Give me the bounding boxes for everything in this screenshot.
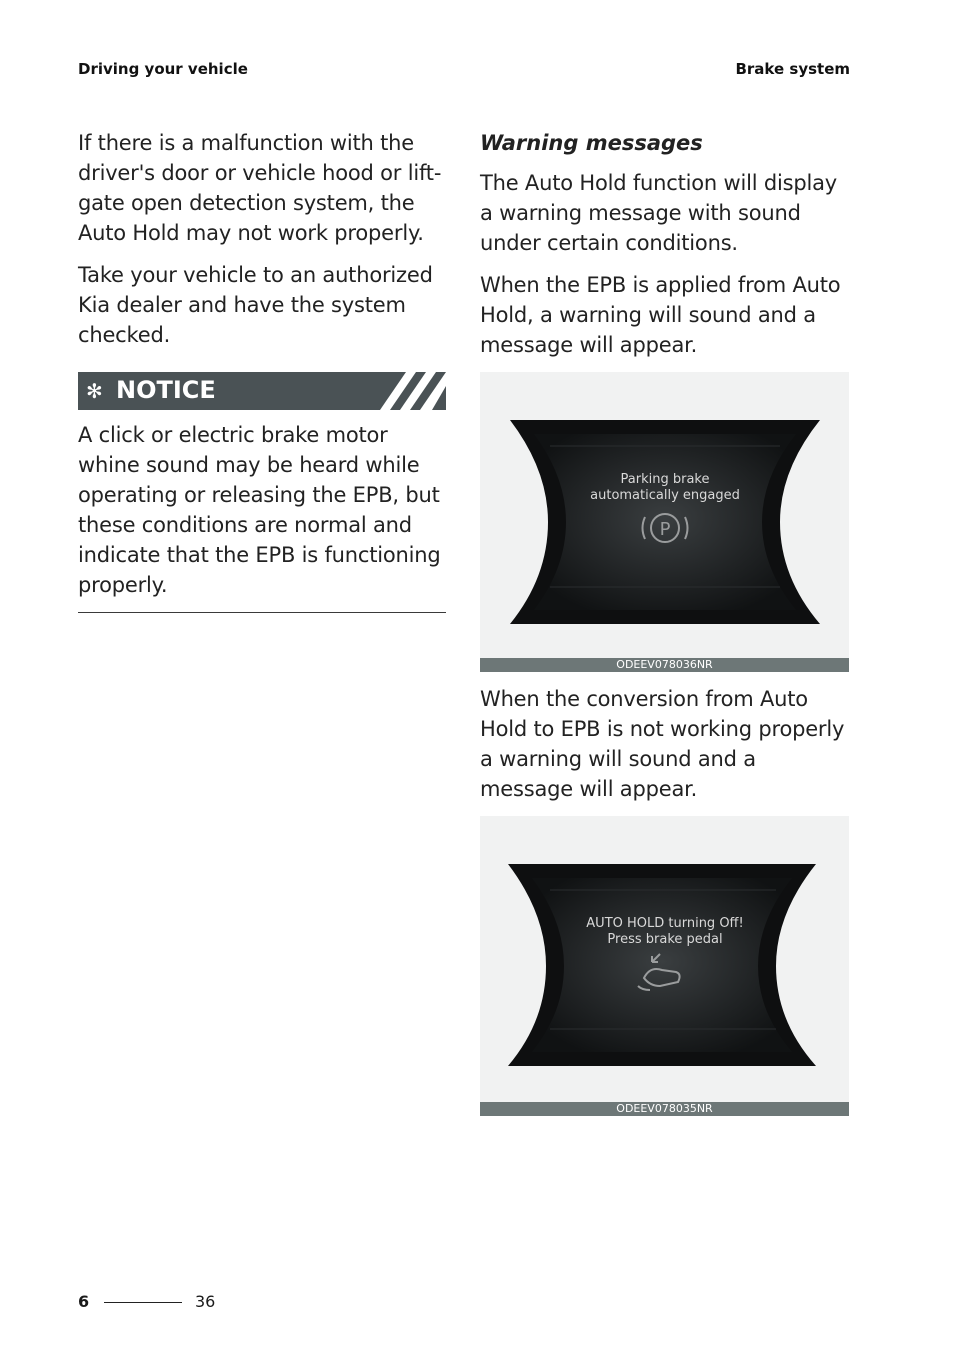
cluster-display [480, 372, 849, 672]
cluster-figure-parking-brake [480, 372, 849, 672]
paragraph: When the EPB is applied from Auto Hold, a warning will sound and a message will appear. [480, 273, 841, 357]
cluster-message-line2: Press brake pedal [607, 932, 723, 947]
footer-divider [104, 1302, 182, 1303]
notice-text: A click or electric brake motor whine sound may be heard while operating or releasing the EPB, but these conditions are normal and indicate that the EPB is functioning properly. [78, 423, 441, 597]
paragraph: The Auto Hold function will display a warning message with sound under certain conditions. [480, 171, 838, 255]
running-header-right: Brake system [735, 60, 850, 78]
notice-banner [78, 372, 446, 410]
cluster-figure-auto-hold [480, 816, 849, 1116]
cluster-display [480, 816, 849, 1116]
cluster-message-line2: automatically engaged [590, 488, 740, 503]
left-column [78, 128, 446, 613]
paragraph: If there is a malfunction with the driver's door or vehicle hood or lift-gate open detection system, the Auto Hold may not work properly. [78, 131, 442, 245]
stripes-decoration [376, 372, 446, 410]
notice-divider [78, 612, 446, 613]
figure-caption: ODEEV078036NR [480, 658, 849, 672]
paragraph: When the conversion from Auto Hold to EPB is not working properly a warning will sound and a message will appear. [480, 687, 845, 801]
parking-icon-letter: P [659, 519, 671, 540]
cluster-message-line1: Parking brake [620, 472, 710, 487]
figure-caption: ODEEV078035NR [480, 1102, 849, 1116]
cluster-message-line1: AUTO HOLD turning Off! [586, 916, 744, 931]
paragraph: Take your vehicle to an authorized Kia dealer and have the system checked. [78, 263, 433, 347]
asterisk-icon: ✻ [86, 379, 103, 403]
right-column [480, 128, 849, 1128]
section-heading: Warning messages [480, 131, 703, 155]
section-number: 6 [78, 1292, 90, 1311]
page-number: 36 [195, 1292, 216, 1311]
running-header-left: Driving your vehicle [78, 60, 248, 78]
notice-label: NOTICE [116, 376, 216, 404]
